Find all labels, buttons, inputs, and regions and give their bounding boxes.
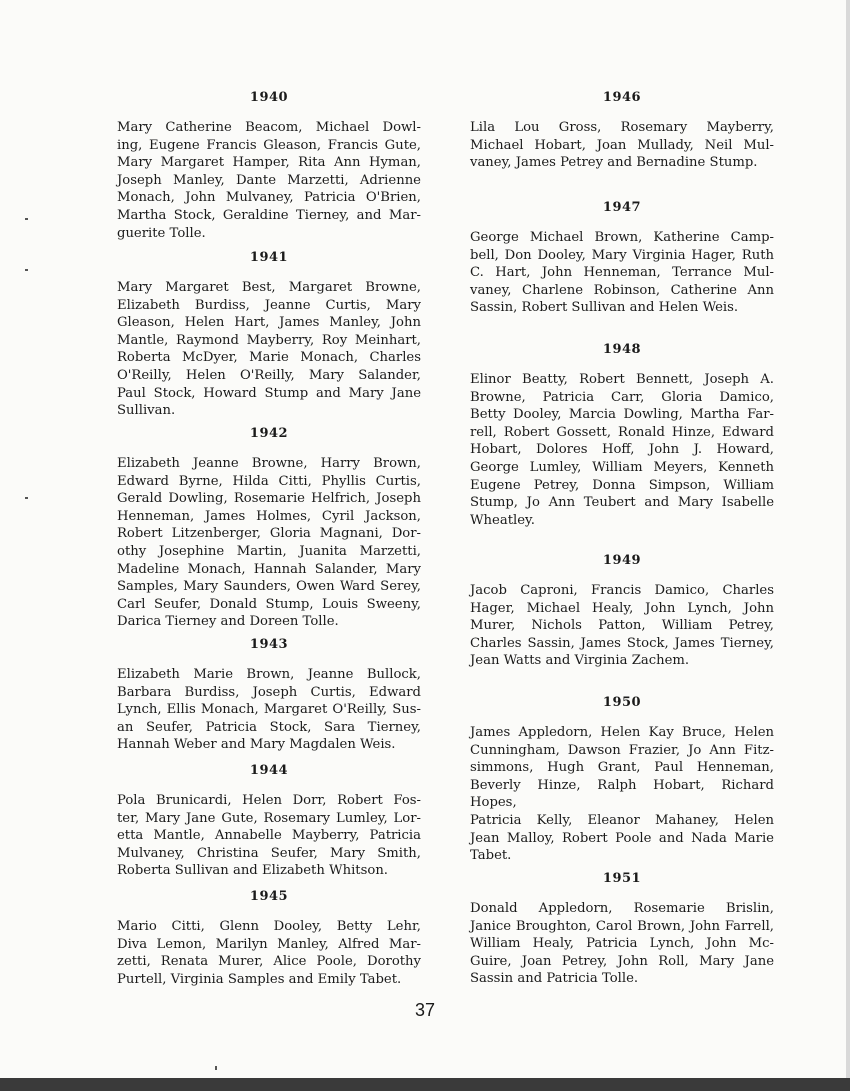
year-section-1945 [117,888,421,988]
text-line: Guire, Joan Petrey, John Roll, Mary Jane [470,953,774,969]
year-heading: 1950 [602,695,642,710]
graduate-names [470,582,774,670]
year-section-1950 [470,694,774,865]
year-section-1943 [117,636,421,754]
year-heading: 1948 [602,342,642,357]
text-line: Stump, Jo Ann Teubert and Mary Isabelle [470,495,774,511]
text-line: rell, Robert Gossett, Ronald Hinze, Edward [470,424,774,440]
text-line: Diva Lemon, Marilyn Manley, Alfred Mar- [117,936,421,952]
year-section-1944 [117,762,421,880]
text-line: Tabet. [470,848,512,864]
text-line: Madeline Monach, Hannah Salander, Mary [117,561,421,577]
scan-bottom-edge [0,1078,850,1091]
graduate-names [117,918,421,988]
graduate-names [470,371,774,529]
year-section-1942 [117,425,421,631]
graduate-names [470,119,774,172]
text-line: vaney, Charlene Robinson, Catherine Ann [470,282,774,298]
text-line: ing, Eugene Francis Gleason, Francis Gute, [117,137,421,153]
scan-speck [25,497,28,499]
year-heading: 1944 [249,763,289,778]
year-heading: 1942 [249,426,289,441]
text-line: etta Mantle, Annabelle Mayberry, Patricia [117,828,421,844]
graduate-names [470,724,774,865]
text-line: Mary Margaret Best, Margaret Browne, [117,280,421,295]
text-line: Eugene Petrey, Donna Simpson, William [470,477,774,493]
year-heading: 1940 [249,90,289,105]
text-line: Gleason, Helen Hart, James Manley, John [117,315,421,331]
text-line: Elizabeth Jeanne Browne, Harry Brown, [117,456,421,471]
text-line: Mantle, Raymond Mayberry, Roy Meinhart, [117,332,421,348]
text-line: an Seufer, Patricia Stock, Sara Tierney, [117,719,421,735]
scan-speck [215,1066,217,1070]
text-line: William Healy, Patricia Lynch, John Mc- [470,936,774,952]
year-heading: 1949 [602,553,642,568]
year-heading: 1941 [249,250,289,265]
text-line: Mary Margaret Hamper, Rita Ann Hyman, [117,155,421,171]
text-line: Edward Byrne, Hilda Citti, Phyllis Curtis, [117,473,421,489]
text-line: Sassin, Robert Sullivan and Helen Weis. [470,300,739,316]
text-line: Purtell, Virginia Samples and Emily Tabet. [117,971,402,987]
text-line: Donald Appledorn, Rosemarie Brislin, [470,901,774,916]
text-line: Hager, Michael Healy, John Lynch, John [470,600,774,616]
text-line: Hannah Weber and Mary Magdalen Weis. [117,737,396,753]
year-section-1947 [470,199,774,317]
text-line: Mulvaney, Christina Seufer, Mary Smith, [117,845,421,861]
graduate-names [117,666,421,754]
graduate-names [470,900,774,988]
text-line: Monach, John Mulvaney, Patricia O'Brien, [117,190,421,206]
text-line: Roberta McDyer, Marie Monach, Charles [117,350,421,366]
text-line: Sassin and Patricia Tolle. [470,971,639,987]
year-heading: 1943 [249,637,289,652]
text-line: Michael Hobart, Joan Mullady, Neil Mul- [470,137,774,153]
text-line: Barbara Burdiss, Joseph Curtis, Edward [117,684,421,700]
text-line: Elizabeth Burdiss, Jeanne Curtis, Mary [117,297,421,313]
text-line: vaney, James Petrey and Bernadine Stump. [470,155,758,171]
text-line: Elizabeth Marie Brown, Jeanne Bullock, [117,667,421,682]
text-line: Samples, Mary Saunders, Owen Ward Serey, [117,579,421,595]
scan-speck [25,218,28,220]
text-line: Jacob Caproni, Francis Damico, Charles [470,583,774,598]
graduate-names [470,229,774,317]
text-line: Murer, Nichols Patton, William Petrey, [470,618,774,634]
text-line: Pola Brunicardi, Helen Dorr, Robert Fos- [117,793,421,808]
text-line: C. Hart, John Henneman, Terrance Mul- [470,265,774,281]
graduate-names [117,792,421,880]
text-line: Patricia Kelly, Eleanor Mahaney, Helen [470,812,774,828]
graduate-names [117,279,421,420]
text-line: Martha Stock, Geraldine Tierney, and Mar- [117,207,421,223]
text-line: Darica Tierney and Doreen Tolle. [117,614,339,630]
text-line: Browne, Patricia Carr, Gloria Damico, [470,389,774,405]
year-heading: 1946 [602,90,642,105]
text-line: Hobart, Dolores Hoff, John J. Howard, [470,442,774,458]
text-line: Cunningham, Dawson Frazier, Jo Ann Fitz- [470,742,774,758]
scan-speck [25,269,28,271]
text-line: Jean Watts and Virginia Zachem. [470,653,690,669]
graduate-names [117,455,421,631]
text-line: Mario Citti, Glenn Dooley, Betty Lehr, [117,919,421,934]
year-section-1949 [470,552,774,670]
text-line: Betty Dooley, Marcia Dowling, Martha Far- [470,407,774,423]
year-heading: 1947 [602,200,642,215]
text-line: Janice Broughton, Carol Brown, John Farrell, [470,918,774,934]
year-section-1951 [470,870,774,988]
text-line: Charles Sassin, James Stock, James Tierney, [470,635,774,651]
year-section-1941 [117,249,421,420]
year-section-1948 [470,341,774,529]
text-line: Paul Stock, Howard Stump and Mary Jane [117,385,421,401]
scan-right-edge [846,0,850,1091]
text-line: guerite Tolle. [117,225,206,241]
year-heading: 1945 [249,889,289,904]
text-line: Elinor Beatty, Robert Bennett, Joseph A. [470,372,774,387]
text-line: O'Reilly, Helen O'Reilly, Mary Salander, [117,367,421,383]
text-line: zetti, Renata Murer, Alice Poole, Dorothy [117,954,421,970]
graduate-names [117,119,421,242]
text-line: Carl Seufer, Donald Stump, Louis Sweeny, [117,596,421,612]
text-line: othy Josephine Martin, Juanita Marzetti, [117,543,421,559]
text-line: Beverly Hinze, Ralph Hobart, Richard Hopes, [470,777,774,811]
text-line: Mary Catherine Beacom, Michael Dowl- [117,120,421,135]
text-line: simmons, Hugh Grant, Paul Henneman, [470,760,774,776]
text-line: Joseph Manley, Dante Marzetti, Adrienne [117,172,421,188]
text-line: Lila Lou Gross, Rosemary Mayberry, [470,120,774,135]
year-section-1940 [117,89,421,242]
year-heading: 1951 [602,871,642,886]
text-line: ter, Mary Jane Gute, Rosemary Lumley, Lor- [117,810,421,826]
text-line: James Appledorn, Helen Kay Bruce, Helen [470,725,774,740]
text-line: Lynch, Ellis Monach, Margaret O'Reilly, Sus- [117,702,421,718]
year-section-1946 [470,89,774,172]
text-line: George Michael Brown, Katherine Camp- [470,230,774,245]
text-line: Sullivan. [117,403,176,419]
text-line: Gerald Dowling, Rosemarie Helfrich, Joseph [117,491,421,507]
text-line: Henneman, James Holmes, Cyril Jackson, [117,508,421,524]
page-number: 37 [414,1000,436,1020]
text-line: Robert Litzenberger, Gloria Magnani, Dor- [117,526,421,542]
text-line: Jean Malloy, Robert Poole and Nada Marie [470,830,774,846]
text-line: Roberta Sullivan and Elizabeth Whitson. [117,863,389,879]
text-line: George Lumley, William Meyers, Kenneth [470,459,774,475]
text-line: Wheatley. [470,512,535,528]
text-line: bell, Don Dooley, Mary Virginia Hager, Ruth [470,247,774,263]
